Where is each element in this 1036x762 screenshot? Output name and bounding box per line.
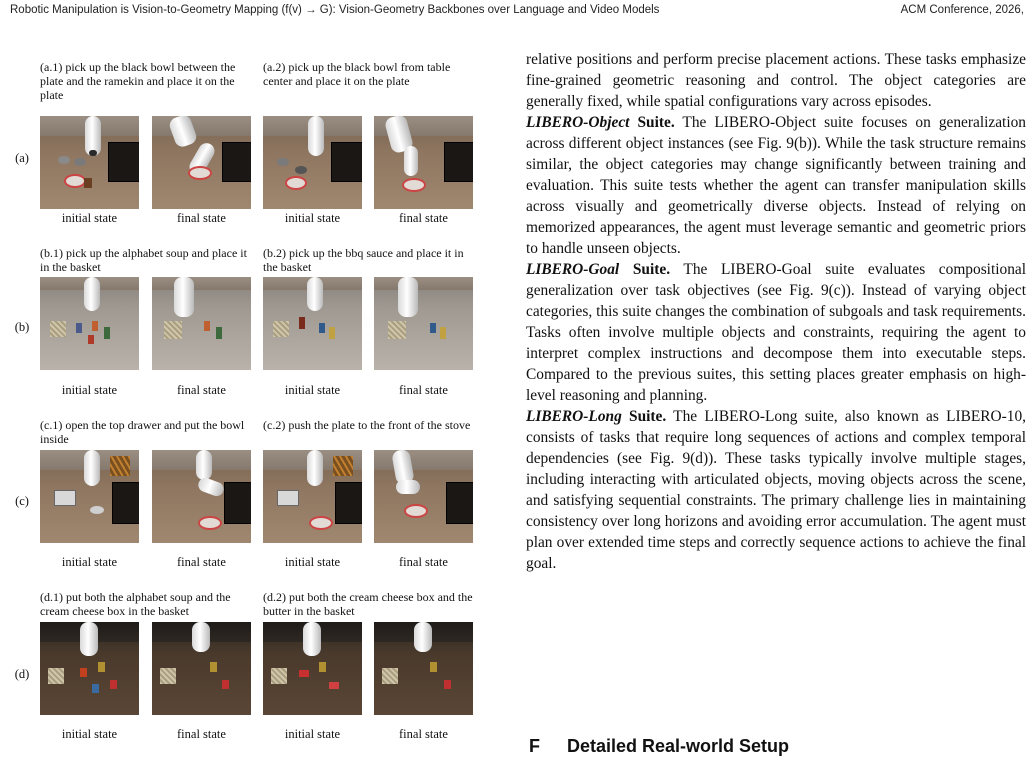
state-label: initial state	[284, 211, 341, 225]
state-label: final state	[177, 383, 226, 397]
thumb-b-final-right	[374, 277, 473, 370]
section-title: Detailed Real-world Setup	[567, 736, 790, 756]
caption-c1: (c.1) open the top drawer and put the bowl inside	[40, 418, 245, 446]
paragraph-libero-goal: LIBERO-Goal Suite. The LIBERO-Goal suite evaluates compositional generalization over task objectives (see Fig. 9(c)). Instead of varying object categories, this suite changes the combination of subgoals and task requirements. Tasks often involve multiple objects and constraints, requiring the agent to interpret complex instructions and decompose them into executable steps. Compared to the previous suites, this setting places greater emphasis on high-level reasoning and planning.	[526, 261, 1027, 404]
state-label: final state	[177, 211, 226, 225]
thumb-b-final-left	[152, 277, 251, 370]
caption-c2: (c.2) push the plate to the front of the stove	[263, 418, 471, 432]
intro-paragraph: relative positions and perform precise placement actions. These tasks emphasize fine-grained geometric reasoning and control. The object categories are generally fixed, while spatial configurations vary across episodes.	[526, 51, 1026, 110]
thumb-c-final-left	[152, 450, 251, 543]
state-label: initial state	[284, 555, 341, 569]
state-label: final state	[399, 555, 448, 569]
row-label-a: (a)	[15, 151, 29, 165]
thumb-b-initial-right	[263, 277, 362, 370]
state-label: final state	[399, 383, 448, 397]
caption-b1: (b.1) pick up the alphabet soup and place it in the basket	[40, 246, 247, 274]
caption-d1: (d.1) put both the alphabet soup and the cream cheese box in the basket	[40, 590, 231, 618]
paragraph-heading: LIBERO-Object Suite.	[526, 114, 675, 131]
state-label: initial state	[61, 727, 118, 741]
thumb-a-final-left	[152, 116, 251, 209]
thumb-c-initial-right	[263, 450, 362, 543]
thumb-c-initial-left	[40, 450, 139, 543]
thumb-a-initial-left	[40, 116, 139, 209]
row-label-d: (d)	[14, 667, 30, 681]
state-label: initial state	[61, 555, 118, 569]
caption-a2: (a.2) pick up the black bowl from table center and place it on the plate	[263, 60, 451, 88]
state-label: initial state	[61, 211, 118, 225]
caption-d2: (d.2) put both the cream cheese box and the butter in the basket	[263, 590, 473, 618]
section-heading	[529, 736, 789, 757]
thumb-d-final-left	[152, 622, 251, 715]
body-text	[526, 49, 1026, 574]
caption-a1: (a.1) pick up the black bowl between the plate and the ramekin and place it on the plate	[40, 60, 236, 102]
caption-b2: (b.2) pick up the bbq sauce and place it in the basket	[263, 246, 464, 274]
paragraph-libero-object: LIBERO-Object Suite. The LIBERO-Object suite focuses on generalization across different object instances (see Fig. 9(b)). While the task structure remains similar, the object categories may change significantly between training and evaluation. This suite tests whether the agent can transfer manipulation skills across visually and geometrically diverse objects. Instead of relying on memorized appearances, the agent must leverage semantic and geometric priors to handle unseen objects.	[526, 114, 1026, 257]
paragraph-heading: LIBERO-Goal Suite.	[526, 261, 671, 278]
thumb-a-initial-right	[263, 116, 362, 209]
venue-label: ACM Conference, 2026,	[900, 4, 1024, 16]
thumb-d-final-right	[374, 622, 473, 715]
thumb-a-final-right	[374, 116, 473, 209]
paragraph-heading: LIBERO-Long Suite.	[526, 408, 667, 425]
running-title: Robotic Manipulation is Vision-to-Geometry Mapping (f(v) → G): Vision-Geometry Backbones over Language and Video Models	[10, 4, 660, 16]
state-label: final state	[399, 727, 448, 741]
state-label: initial state	[284, 383, 341, 397]
state-label: final state	[177, 727, 226, 741]
thumb-b-initial-left	[40, 277, 139, 370]
row-label-b: (b)	[14, 320, 30, 334]
thumb-d-initial-left	[40, 622, 139, 715]
state-label: final state	[399, 211, 448, 225]
paragraph-libero-long: LIBERO-Long Suite. The LIBERO-Long suite, also known as LIBERO-10, consists of tasks that require long sequences of actions and complex temporal dependencies (see Fig. 9(d)). These tasks typically involve multiple stages, including interacting with articulated objects, moving objects across the scene, and satisfying sequential constraints. The primary challenge lies in maintaining consistency over long horizons and avoiding error accumulation. The agent must plan over extended time steps and correctly sequence actions to achieve the final goal.	[526, 408, 1026, 572]
thumb-c-final-right	[374, 450, 473, 543]
state-label: initial state	[284, 727, 341, 741]
thumb-d-initial-right	[263, 622, 362, 715]
state-label: initial state	[61, 383, 118, 397]
state-label: final state	[177, 555, 226, 569]
row-label-c: (c)	[15, 494, 29, 508]
section-number: F	[529, 736, 540, 756]
